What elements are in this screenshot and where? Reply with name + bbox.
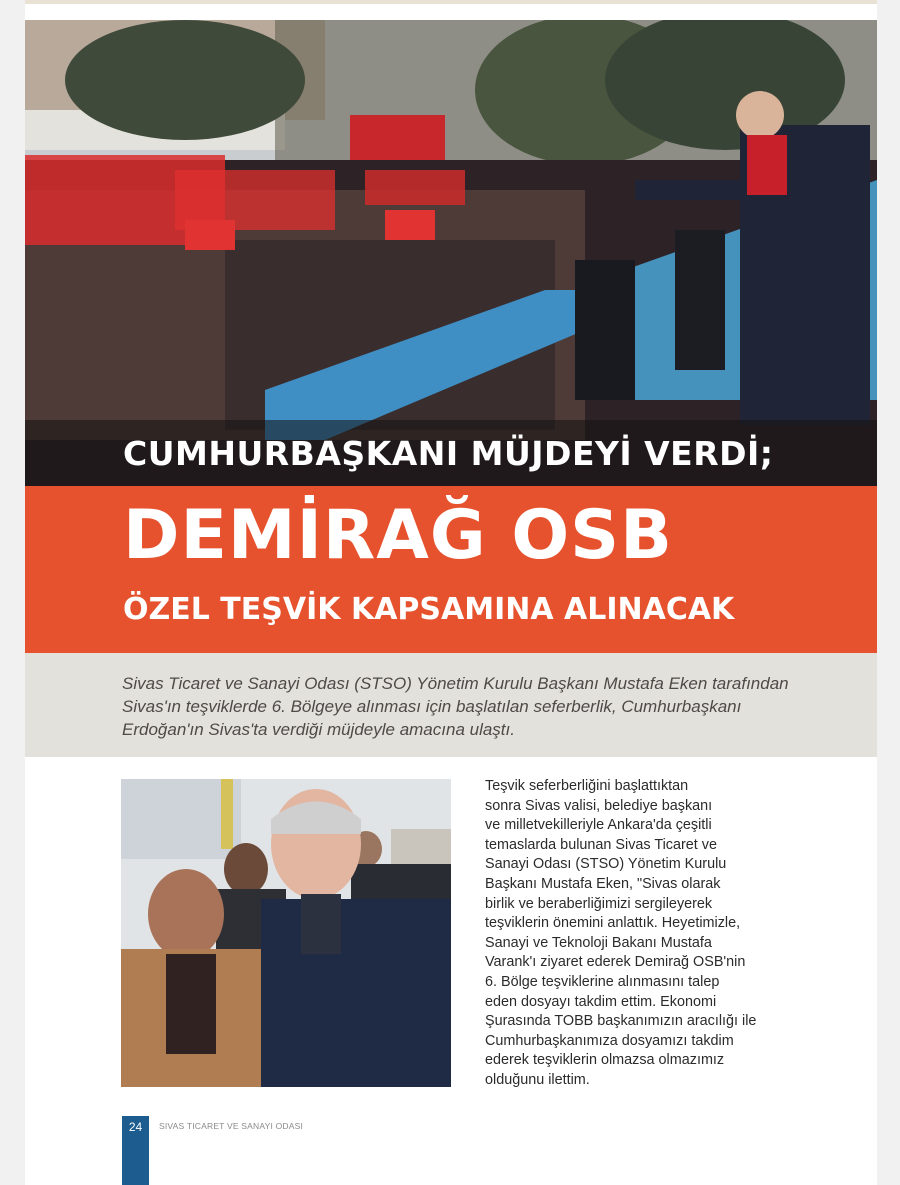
handshake-scene	[121, 779, 451, 1087]
top-edge-strip	[25, 0, 877, 4]
page-number: 24	[128, 1120, 143, 1134]
body-line: ederek teşviklerin olmazsa olmazımız	[485, 1052, 725, 1069]
rally-scene	[25, 20, 877, 486]
magazine-page	[25, 0, 877, 1185]
body-line: Teşvik seferberliğini başlattıktan	[485, 778, 689, 794]
body-line: Varank'ı ziyaret ederek Demirağ OSB'nin	[485, 954, 746, 971]
hero-photo-rally	[25, 20, 877, 486]
subheadline: ÖZEL TEŞVİK KAPSAMINA ALINACAK	[123, 592, 735, 627]
body-line: Şurasında TOBB başkanımızın aracılığı ile	[485, 1013, 757, 1030]
body-line: teşviklerin önemini anlattık. Heyetimizle,	[485, 915, 741, 932]
body-line: eden dosyayı takdim ettim. Ekonomi	[485, 993, 717, 1010]
body-line: birlik ve beraberliğimizi sergileyerek	[485, 895, 713, 912]
body-line: Cumhurbaşkanımıza dosyamızı takdim	[485, 1032, 734, 1049]
lede-paragraph: Sivas Ticaret ve Sanayi Odası (STSO) Yönetim Kurulu Başkanı Mustafa Eken tarafından Sivas'ın teşviklerde 6. Bölgeye alınması için başlatılan seferberlik, Cumhurbaşkanı Erdoğan'ın Sivas'ta verdiği müjdeyle amacına ulaştı.	[122, 674, 789, 739]
body-line: Başkanı Mustafa Eken, "Sivas olarak	[485, 875, 721, 892]
body-line: olduğunu ilettim.	[485, 1071, 590, 1088]
body-line: Sanayi ve Teknoloji Bakanı Mustafa	[485, 934, 712, 951]
body-column	[485, 777, 785, 1091]
kicker: CUMHURBAŞKANI MÜJDEYİ VERDİ;	[123, 434, 774, 473]
body-line: sonra Sivas valisi, belediye başkanı	[485, 797, 713, 814]
body-line: temaslarda bulunan Sivas Ticaret ve	[485, 836, 717, 853]
body-line: 6. Bölge teşviklerine alınmasını talep	[485, 973, 720, 990]
headline: DEMİRAĞ OSB	[123, 496, 673, 575]
body-line: ve milletvekilleriyle Ankara'da çeşitli	[485, 817, 712, 834]
body-line: Sanayi Odası (STSO) Yönetim Kurulu	[485, 856, 727, 873]
publication-name: SIVAS TICARET VE SANAYI ODASI	[159, 1121, 304, 1131]
handshake-photo	[121, 779, 451, 1087]
